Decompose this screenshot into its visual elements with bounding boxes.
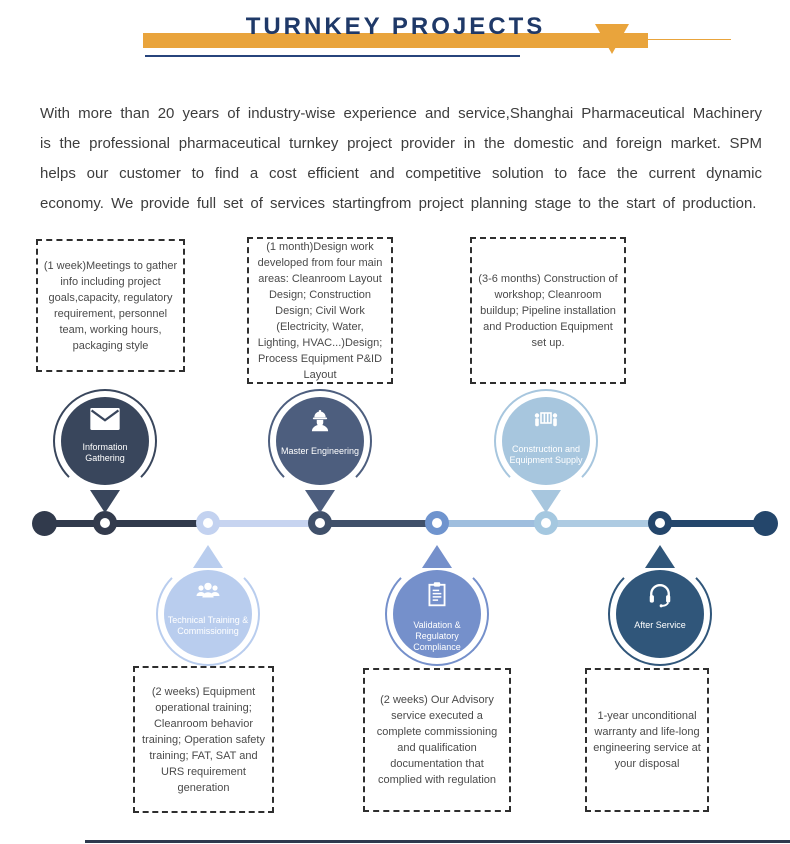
note-text: (2 weeks) Our Advisory service executed a complete commissioning and qualification documentation that complied with regulation bbox=[376, 694, 498, 786]
milestone-circle-validation bbox=[393, 570, 481, 658]
timeline-segment bbox=[108, 520, 208, 527]
clipboard-icon bbox=[425, 581, 449, 613]
note-box-information-gathering bbox=[36, 239, 185, 372]
milestone-circle-information-gathering bbox=[61, 397, 149, 485]
note-box-after-service bbox=[585, 668, 709, 812]
workers-equipment-icon bbox=[530, 408, 562, 437]
intro-paragraph: With more than 20 years of industry-wise experience and service,Shanghai Pharmaceutical Machinery is the professional pharmaceutical turnkey project provider in the domestic and foreign market. SPM helps our customer to find a cost efficient and competitive solution to face the current dynamic economy. We provide full set of services startingfrom project planning stage to the start of production. bbox=[40, 105, 762, 212]
note-text: (1 month)Design work developed from four main areas: Cleanroom Layout Design; Construction Design; Civil Work (Electricity, Water, Lighting, HVAC...)Design; Process Equipment P&ID Layout bbox=[257, 240, 383, 381]
pointer-down-icon bbox=[531, 490, 561, 513]
note-text: (1 week)Meetings to gather info including project goals,capacity, regulatory requirement, personnel team, working hours, packaging style bbox=[43, 259, 178, 352]
timeline-node-1 bbox=[93, 511, 117, 535]
timeline-segment bbox=[437, 520, 546, 527]
milestone-circle-master-engineering bbox=[276, 397, 364, 485]
timeline-node-3 bbox=[308, 511, 332, 535]
timeline-node-2 bbox=[196, 511, 220, 535]
headset-icon bbox=[646, 581, 674, 613]
envelope-icon bbox=[90, 408, 120, 435]
pointer-up-icon bbox=[193, 545, 223, 568]
timeline-segment bbox=[546, 520, 660, 527]
milestone-label: Validation & Regulatory Compliance bbox=[413, 620, 461, 652]
timeline-node-6 bbox=[648, 511, 672, 535]
note-box-construction bbox=[470, 237, 626, 384]
milestone-circle-construction-supply bbox=[502, 397, 590, 485]
milestone-label: After Service bbox=[634, 620, 686, 630]
timeline-end-dot bbox=[753, 511, 778, 536]
timeline-node-5 bbox=[534, 511, 558, 535]
milestone-label: Construction and Equipment Supply bbox=[509, 444, 583, 465]
timeline-node-4 bbox=[425, 511, 449, 535]
note-box-master-engineering bbox=[247, 237, 393, 384]
note-text: (3-6 months) Construction of workshop; Cleanroom buildup; Pipeline installation and Production Equipment set up. bbox=[478, 272, 618, 349]
milestone-circle-after-service bbox=[616, 570, 704, 658]
engineer-icon bbox=[307, 408, 333, 439]
milestone-label: Information Gathering bbox=[82, 442, 128, 463]
timeline-segment bbox=[660, 520, 765, 527]
note-box-validation bbox=[363, 668, 511, 812]
timeline-segment bbox=[208, 520, 320, 527]
title-underline bbox=[145, 55, 520, 57]
timeline-segment bbox=[320, 520, 437, 527]
pointer-down-icon bbox=[90, 490, 120, 513]
milestone-circle-technical-training bbox=[164, 570, 252, 658]
note-text: 1-year unconditional warranty and life-long engineering service at your disposal bbox=[593, 710, 701, 770]
pointer-up-icon bbox=[645, 545, 675, 568]
note-box-technical-training bbox=[133, 666, 274, 813]
bottom-divider bbox=[85, 840, 790, 843]
page-title: TURNKEY PROJECTS bbox=[245, 13, 546, 40]
timeline-start-dot bbox=[32, 511, 57, 536]
title-accent-line bbox=[648, 39, 731, 40]
team-icon bbox=[192, 581, 224, 608]
pointer-up-icon bbox=[422, 545, 452, 568]
pointer-down-icon bbox=[305, 490, 335, 513]
milestone-label: Master Engineering bbox=[280, 446, 360, 456]
milestone-label: Technical Training & Commissioning bbox=[167, 615, 249, 636]
note-text: (2 weeks) Equipment operational training; Cleanroom behavior training; Operation safety training; FAT, SAT and URS requirement generation bbox=[142, 685, 265, 794]
